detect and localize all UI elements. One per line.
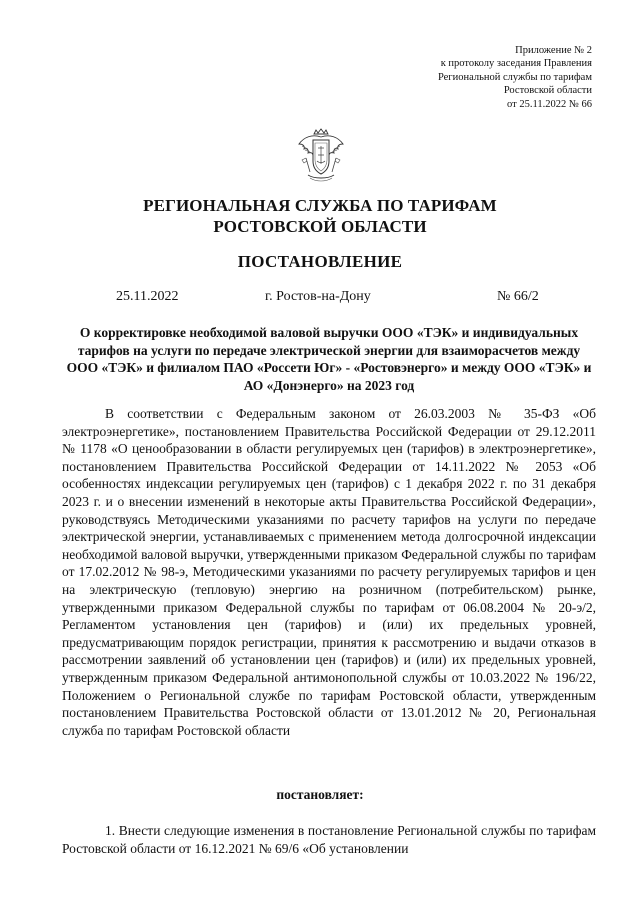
document-city: г. Ростов-на-Дону xyxy=(265,289,371,304)
document-date: 25.11.2022 xyxy=(116,289,179,304)
resolution-item-1: 1. Внести следующие изменения в постановление Региональной службы по тарифам Ростовской области от 16.12.2021 № 69/6 «Об установлении xyxy=(62,823,596,856)
document-number: № 66/2 xyxy=(497,289,539,304)
resolves-heading: постановляет: xyxy=(276,787,364,802)
document-subject: О корректировке необходимой валовой выручки ООО «ТЭК» и индивидуальных тарифов на услуги по передаче электрической энергии для взаиморасчетов между ООО «ТЭК» и филиалом ПАО «Россети Юг» - «Ростовэнерго» и между ООО «ТЭК» и АО «Донэнерго» на 2023 год xyxy=(66,325,592,393)
appendix-line: Приложение № 2 xyxy=(515,45,592,56)
organization-line: РЕГИОНАЛЬНАЯ СЛУЖБА ПО ТАРИФАМ xyxy=(143,196,497,215)
coat-of-arms-icon xyxy=(296,128,346,183)
appendix-line: к протоколу заседания Правления xyxy=(440,58,592,70)
appendix-line: Ростовской области xyxy=(503,85,592,97)
organization-line: РОСТОВСКОЙ ОБЛАСТИ xyxy=(213,217,427,236)
document-type: ПОСТАНОВЛЕНИЕ xyxy=(237,252,403,271)
appendix-note xyxy=(438,44,592,111)
appendix-line: Региональной службы по тарифам xyxy=(437,71,592,83)
appendix-line: от 25.11.2022 № 66 xyxy=(507,98,592,110)
organization-name xyxy=(0,195,640,237)
preamble-paragraph: В соответствии с Федеральным законом от 26.03.2003 № 35-ФЗ «Об электроэнергетике», постановлением Правительства Российской Федерации от 29.12.2011 № 1178 «О ценообразовании в области регулируемых цен (тарифов) в электроэнергетике», постановлением Правительства Российской Федерации от 14.11.2022 № 2053 «Об особенностях индексации регулируемых цен (тарифов) с 1 декабря 2022 г. по 31 декабря 2023 г. и о внесении изменений в некоторые акты Правительства Российской Федерации», руководствуясь Методическими указаниями по расчету тарифов на услуги по передаче электрической энергии, устанавливаемых с применением метода долгосрочной индексации необходимой валовой выручки, утвержденными приказом Федеральной службы по тарифам от 17.02.2012 № 98-э, Методическими указаниями по расчету регулируемых тарифов и цен на электрическую (тепловую) энергию на розничном (потребительском) рынке, утвержденными приказом Федеральной службы по тарифам от 06.08.2004 № 20-э/2, Регламентом установления цен (тарифов) и (или) их предельных уровней, предусматривающим порядок регистрации, принятия к рассмотрению и выдачи отказов в рассмотрении заявлений об установлении цен (тарифов) и (или) их предельных уровней, утвержденным приказом Федеральной антимонопольной службы от 10.03.2022 № 196/22, Положением о Региональной службе по тарифам Ростовской области, утвержденным постановлением Правительства Ростовской области от 13.01.2012 № 20, Региональная служба по тарифам Ростовской области xyxy=(62,406,596,738)
